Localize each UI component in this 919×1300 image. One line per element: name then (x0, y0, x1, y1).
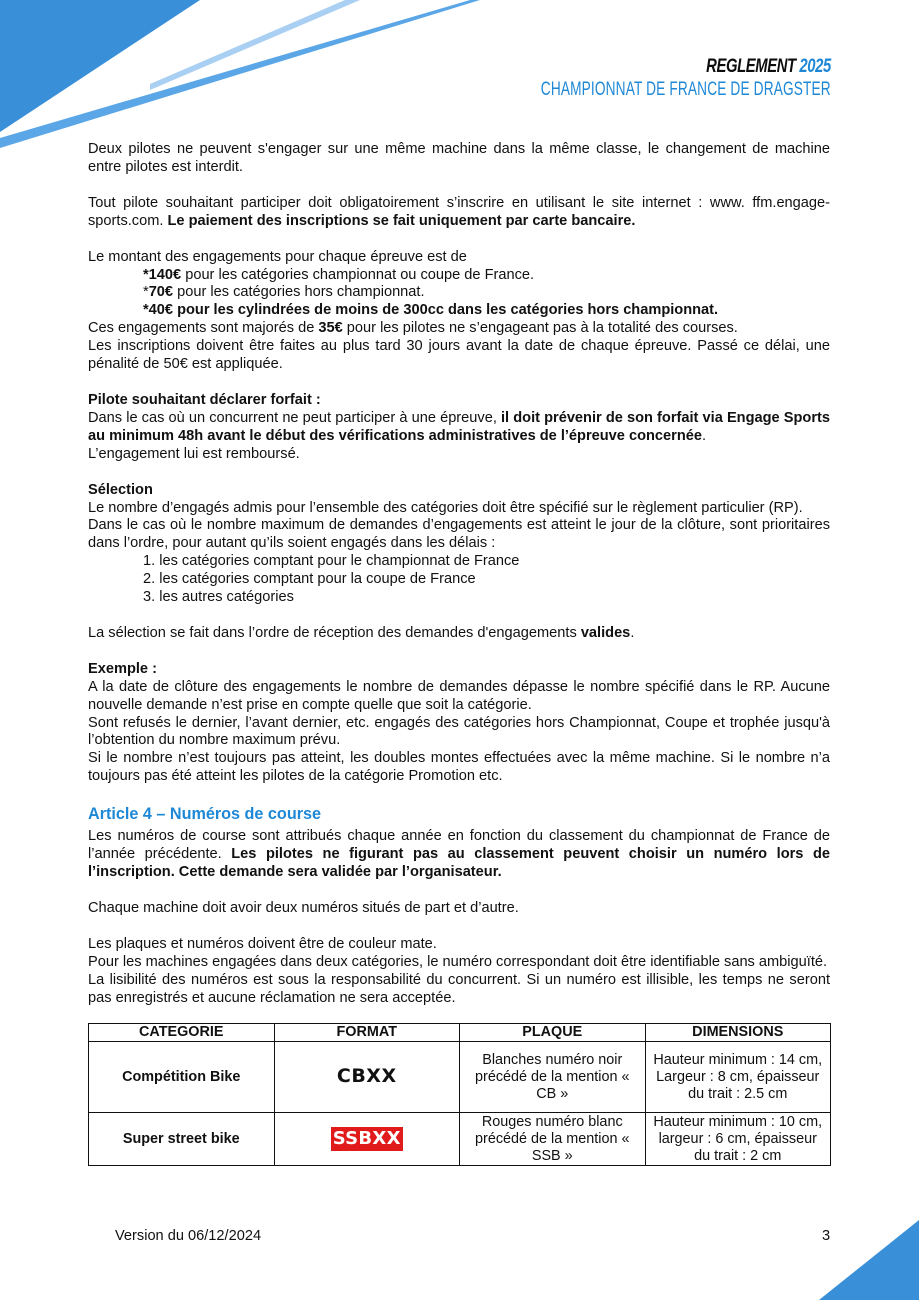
table-row (89, 1042, 831, 1113)
example-paragraph-3: Si le nombre n’est toujours pas atteint, les doubles montes effectuées avec la même machine. Si le nombre n’a toujours pas été atteint les pilotes de la catégorie Promotion etc. (88, 750, 830, 785)
forfait-heading: Pilote souhaitant déclarer forfait : (88, 391, 321, 408)
table-cell-dimensions: Hauteur minimum : 14 cm, Largeur : 8 cm, épaisseur du trait : 2.5 cm (645, 1042, 831, 1113)
registration-payment-bold: Le paiement des inscriptions se fait uniquement par carte bancaire. (167, 212, 636, 229)
page-content (88, 141, 830, 1166)
fee-championship-amount: *140€ (143, 266, 182, 283)
priority-item: 2. les catégories comptant pour la coupe de France (143, 571, 476, 588)
selection-order-bold: valides (580, 624, 631, 641)
article-paragraph-4: Pour les machines engagées dans deux catégories, le numéro correspondant doit être identifiable sans ambiguïté. (88, 953, 828, 970)
table-cell-dimensions: Hauteur minimum : 10 cm, largeur : 6 cm, épaisseur du trait : 2 cm (645, 1113, 831, 1166)
bottom-right-decoration (819, 1220, 919, 1300)
header-title-word: REGLEMENT (706, 56, 796, 77)
header-subtitle: CHAMPIONNAT DE FRANCE DE DRAGSTER (540, 79, 831, 100)
table-header: CATEGORIE (89, 1024, 275, 1042)
fee-surcharge (88, 320, 830, 338)
fee-small-displacement: *40€ pour les cylindrées de moins de 300cc dans les catégories hors championnat. (143, 302, 719, 319)
table-header-row (89, 1024, 831, 1042)
number-format-table (88, 1023, 831, 1166)
table-cell-plaque: Rouges numéro blanc précédé de la mention « SSB » (460, 1113, 646, 1166)
table-cell-plaque: Blanches numéro noir précédé de la mention « CB » (460, 1042, 646, 1113)
selection-heading: Sélection (88, 481, 153, 498)
table-header: DIMENSIONS (645, 1024, 831, 1042)
format-cbxx-label: CBXX (336, 1064, 397, 1087)
paragraph-registration (88, 195, 830, 231)
priority-item: 1. les catégories comptant pour le championnat de France (143, 553, 520, 570)
fee-star: * (143, 284, 149, 301)
document-header (428, 56, 831, 102)
top-left-decoration (0, 0, 480, 150)
article-p1-bold: Les pilotes ne figurant pas au classement peuvent choisir un numéro lors de l’inscription. Cette demande sera validée par l’organisateur. (88, 846, 830, 880)
selection-order-text: La sélection se fait dans l’ordre de réception des demandes d'engagements (88, 624, 581, 641)
table-cell-format (274, 1042, 460, 1113)
header-title (517, 56, 831, 78)
forfait-text-bold: il doit prévenir de son forfait via Engage Sports au minimum 48h avant le début des vérifications administratives de l’épreuve concernée (88, 409, 830, 444)
page-number: 3 (822, 1228, 831, 1244)
paragraph-machine-rule: Deux pilotes ne peuvent s'engager sur une même machine dans la même classe, le changement de machine entre pilotes est interdit. (88, 141, 830, 175)
header-title-year: 2025 (799, 56, 831, 77)
selection-paragraph-1: Le nombre d’engagés admis pour l’ensemble des catégories doit être spécifié sur le règlement particulier (RP). (88, 499, 803, 516)
forfait-text: Dans le cas où un concurrent ne peut participer à une épreuve, (88, 409, 501, 426)
surcharge-amount: 35€ (318, 320, 343, 337)
article-paragraph-5: La lisibilité des numéros est sous la responsabilité du concurrent. Si un numéro est illisible, les temps ne seront pas enregistrés et aucune réclamation ne sera acceptée. (88, 971, 830, 1006)
table-cell-category: Super street bike (89, 1113, 275, 1166)
fee-non-championship-text: pour les catégories hors championnat. (173, 284, 425, 301)
surcharge-text: Ces engagements sont majorés de (88, 320, 319, 337)
forfait-text-end: . (701, 427, 707, 444)
registration-deadline: Les inscriptions doivent être faites au plus tard 30 jours avant la date de chaque épreuve. Passé ce délai, une pénalité de 50€ est appliquée. (88, 338, 830, 373)
example-heading: Exemple : (88, 660, 157, 677)
selection-order (88, 625, 830, 643)
example-paragraph-2: Sont refusés le dernier, l’avant dernier, etc. engagés des catégories hors Championnat, Coupe et trophée jusqu'à l’obtention du nombre maximum prévu. (88, 714, 830, 749)
table-header: FORMAT (274, 1024, 460, 1042)
fee-championship (88, 267, 830, 285)
table-row (89, 1113, 831, 1166)
table-cell-category: Compétition Bike (89, 1042, 275, 1113)
forfait-refund: L’engagement lui est remboursé. (88, 445, 300, 462)
article-4-heading: Article 4 – Numéros de course (88, 805, 322, 824)
registration-text: Tout pilote souhaitant participer doit obligatoirement s’inscrire en utilisant le site internet : www. ffm.engage-sports.com. (88, 194, 830, 229)
table-cell-format (274, 1113, 460, 1166)
fee-non-championship (88, 284, 830, 302)
priority-item: 3. les autres catégories (143, 589, 294, 606)
format-ssbxx-label: SSBXX (332, 1128, 401, 1150)
article-paragraph-2: Chaque machine doit avoir deux numéros situés de part et d’autre. (88, 899, 519, 916)
footer-version: Version du 06/12/2024 (115, 1228, 262, 1244)
fee-non-championship-amount: 70€ (148, 284, 174, 301)
example-paragraph-1: A la date de clôture des engagements le nombre de demandes dépasse le nombre spécifié dans le RP. Aucune nouvelle demande n’est prise en compte quelle que soit la catégorie. (88, 678, 830, 713)
forfait-paragraph (88, 410, 830, 446)
selection-paragraph-2: Dans le cas où le nombre maximum de demandes d’engagements est atteint le jour de la clôture, sont prioritaires dans l’ordre, pour autant qu’ils soient engagés dans les délais : (88, 517, 830, 552)
table-header: PLAQUE (460, 1024, 646, 1042)
fee-championship-text: pour les catégories championnat ou coupe de France. (181, 266, 535, 283)
article-paragraph-3: Les plaques et numéros doivent être de couleur mate. (88, 935, 437, 952)
article-paragraph-1 (88, 828, 830, 882)
fees-intro: Le montant des engagements pour chaque épreuve est de (88, 248, 467, 265)
selection-order-end: . (630, 624, 635, 641)
surcharge-text-end: pour les pilotes ne s’engageant pas à la totalité des courses. (342, 320, 738, 337)
article-p1-text: Les numéros de course sont attribués chaque année en fonction du classement du championnat de France de l’année précédente. (88, 828, 830, 863)
